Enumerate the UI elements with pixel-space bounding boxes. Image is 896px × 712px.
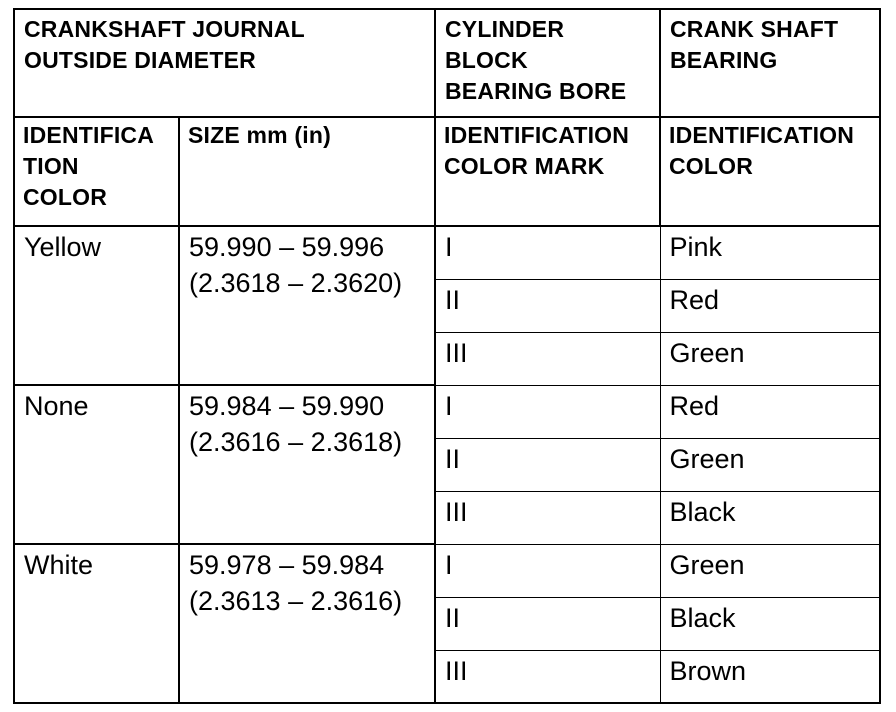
journal-color-cell: White [14, 544, 179, 703]
table-row [14, 544, 880, 597]
bearing-color-cell: Green [660, 438, 880, 491]
subheader-bore-mark: IDENTIFICATION COLOR MARK [435, 117, 660, 226]
bore-mark-cell: III [435, 332, 660, 385]
bore-mark-cell: II [435, 279, 660, 332]
bore-mark-cell: II [435, 438, 660, 491]
bore-mark-cell: III [435, 491, 660, 544]
table-row [14, 385, 880, 438]
subheader-size: SIZE mm (in) [179, 117, 435, 226]
bearing-color-cell: Brown [660, 650, 880, 703]
table-subheader-row [14, 117, 880, 226]
bore-mark-cell: I [435, 544, 660, 597]
table-row [14, 226, 880, 279]
bearing-color-cell: Red [660, 279, 880, 332]
bearing-selection-table [13, 8, 881, 704]
bearing-color-cell: Black [660, 491, 880, 544]
bearing-color-cell: Pink [660, 226, 880, 279]
header-crank-shaft-bearing: CRANK SHAFT BEARING [660, 9, 880, 117]
bore-mark-cell: I [435, 226, 660, 279]
journal-size-cell: 59.990 – 59.996 (2.3618 – 2.3620) [179, 226, 435, 385]
journal-size-cell: 59.984 – 59.990 (2.3616 – 2.3618) [179, 385, 435, 544]
header-cylinder-block-bore: CYLINDER BLOCK BEARING BORE [435, 9, 660, 117]
journal-size-cell: 59.978 – 59.984 (2.3613 – 2.3616) [179, 544, 435, 703]
bearing-color-cell: Green [660, 544, 880, 597]
table-header-row [14, 9, 880, 117]
journal-color-cell: None [14, 385, 179, 544]
bearing-color-cell: Green [660, 332, 880, 385]
bearing-color-cell: Black [660, 597, 880, 650]
subheader-bearing-color: IDENTIFICATION COLOR [660, 117, 880, 226]
journal-color-cell: Yellow [14, 226, 179, 385]
bore-mark-cell: I [435, 385, 660, 438]
bore-mark-cell: II [435, 597, 660, 650]
bearing-color-cell: Red [660, 385, 880, 438]
header-crankshaft-journal: CRANKSHAFT JOURNAL OUTSIDE DIAMETER [14, 9, 435, 117]
bore-mark-cell: III [435, 650, 660, 703]
subheader-journal-color: IDENTIFICA TION COLOR [14, 117, 179, 226]
